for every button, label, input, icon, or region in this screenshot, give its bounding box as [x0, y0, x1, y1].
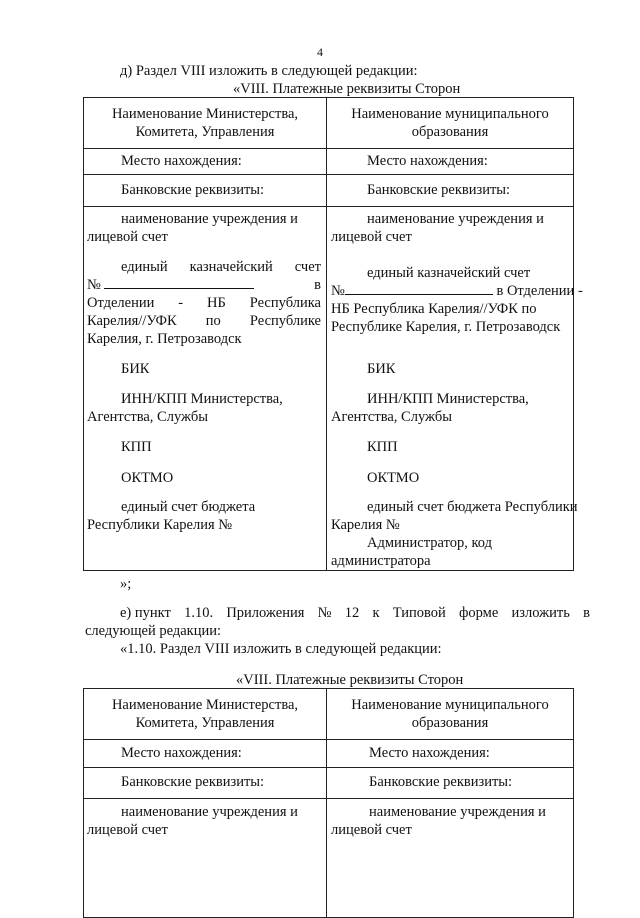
right-treasury-line-1: единый казначейский счет: [367, 265, 531, 281]
row-divider: [84, 206, 573, 207]
right-institution-line-2: лицевой счет: [331, 822, 412, 838]
right-location-label: Место нахождения:: [369, 745, 490, 761]
left-institution-line-1: наименование учреждения и: [121, 804, 298, 820]
left-header: Наименование Министерства, Комитета, Управления: [111, 106, 299, 140]
row-divider: [84, 767, 573, 768]
left-institution-line-1: наименование учреждения и: [121, 211, 298, 227]
right-admin-line-1: Администратор, код: [367, 535, 492, 551]
left-location-label: Место нахождения:: [121, 745, 242, 761]
right-institution-line-2: лицевой счет: [331, 229, 412, 245]
left-inn-line-2: Агентства, Службы: [87, 409, 208, 425]
right-inn-line-2: Агентства, Службы: [331, 409, 452, 425]
right-oktmo-label: ОКТМО: [367, 470, 420, 486]
item-e-line-3: «1.10. Раздел VIII изложить в следующей редакции:: [120, 641, 442, 657]
item-e-line-1: е) пункт 1.10. Приложения № 12 к Типовой форме изложить в: [120, 605, 590, 621]
left-karelia-city: Карелия, г. Петрозаводск: [87, 331, 242, 347]
left-bank-details-label: Банковские реквизиты:: [121, 182, 265, 198]
right-bank-details-label: Банковские реквизиты:: [367, 182, 511, 198]
right-inn-line-1: ИНН/КПП Министерства,: [367, 391, 529, 407]
left-location-label: Место нахождения:: [121, 153, 242, 169]
right-budget-line-2: Карелия №: [331, 517, 400, 533]
item-d-text: д) Раздел VIII изложить в следующей редакции:: [120, 63, 418, 79]
left-department-line: Отделении - НБ Республика: [87, 295, 321, 311]
right-treasury-number-line: № в Отделении -: [331, 283, 583, 299]
left-karelia-line: Карелия//УФК по Республике: [87, 313, 321, 329]
right-institution-line-1: наименование учреждения и: [369, 804, 546, 820]
row-divider: [84, 174, 573, 175]
right-budget-line-1: единый счет бюджета Республики: [367, 499, 578, 515]
section-title-1: «VIII. Платежные реквизиты Сторон: [233, 81, 461, 97]
section-title-2: «VIII. Платежные реквизиты Сторон: [236, 672, 464, 688]
right-header: Наименование муниципального образования: [351, 697, 549, 731]
left-institution-line-2: лицевой счет: [87, 229, 168, 245]
right-bank-details-label: Банковские реквизиты:: [369, 774, 513, 790]
left-institution-line-2: лицевой счет: [87, 822, 168, 838]
left-treasury-number-line: № в: [87, 277, 321, 293]
account-number-blank: [345, 282, 493, 295]
account-number-blank: [104, 276, 254, 289]
right-institution-line-1: наименование учреждения и: [367, 211, 544, 227]
right-kpp-label: КПП: [367, 439, 398, 455]
item-e-line-2: следующей редакции:: [85, 623, 222, 639]
row-divider: [84, 148, 573, 149]
payment-details-table-1: [83, 97, 583, 571]
closing-quote: »;: [120, 576, 132, 592]
payment-details-table-2: [83, 688, 574, 918]
right-header: Наименование муниципального образования: [351, 106, 549, 140]
right-treasury-line-4: Республике Карелия, г. Петрозаводск: [331, 319, 561, 335]
left-oktmo-label: ОКТМО: [121, 470, 174, 486]
left-bank-details-label: Банковские реквизиты:: [121, 774, 265, 790]
left-bik-label: БИК: [121, 361, 150, 377]
left-kpp-label: КПП: [121, 439, 152, 455]
right-admin-line-2: администратора: [331, 553, 431, 569]
row-divider: [84, 798, 573, 799]
right-location-label: Место нахождения:: [367, 153, 488, 169]
column-divider: [326, 98, 327, 570]
right-treasury-line-3: НБ Республика Карелия//УФК по: [331, 301, 537, 317]
left-inn-line-1: ИНН/КПП Министерства,: [121, 391, 283, 407]
left-budget-line-2: Республики Карелия №: [87, 517, 233, 533]
page-number: 4: [317, 45, 323, 59]
row-divider: [84, 739, 573, 740]
left-header: Наименование Министерства, Комитета, Управления: [111, 697, 299, 731]
right-bik-label: БИК: [367, 361, 396, 377]
left-budget-line-1: единый счет бюджета: [121, 499, 256, 515]
left-treasury-account-line: единый казначейский счет: [121, 259, 321, 275]
